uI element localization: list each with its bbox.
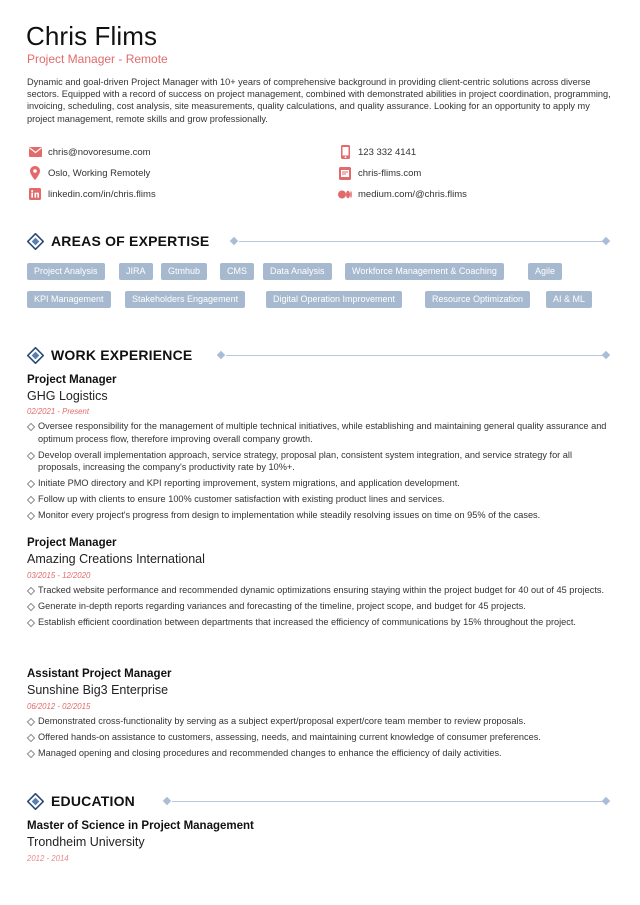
- list-item: Initiate PMO directory and KPI reporting improvement, system migrations, and application development.: [27, 477, 612, 490]
- contact-medium[interactable]: [338, 187, 467, 201]
- experience-section-header: [27, 346, 612, 364]
- bullet-diamond-icon: [27, 734, 35, 742]
- skill-tag: Agile: [528, 263, 562, 280]
- expertise-section-header: [27, 232, 612, 250]
- job-title: Assistant Project Manager: [27, 668, 172, 680]
- bullet-diamond-icon: [27, 423, 35, 431]
- education-section-header: [27, 792, 612, 810]
- bullet-diamond-icon: [27, 587, 35, 595]
- job-bullets: [27, 715, 612, 763]
- skill-tag: Gtmhub: [161, 263, 207, 280]
- website-text: chris-flims.com: [358, 167, 422, 179]
- skill-tag: CMS: [220, 263, 254, 280]
- skill-tag: Workforce Management & Coaching: [345, 263, 504, 280]
- skill-tag: Data Analysis: [263, 263, 332, 280]
- rule-start-dot: [217, 351, 225, 359]
- list-item: Demonstrated cross-functionality by serving as a subject expert/proposal expert/core team member to review proposals.: [27, 715, 612, 728]
- list-item: Follow up with clients to ensure 100% customer satisfaction with existing product lines and services.: [27, 493, 612, 506]
- bullet-diamond-icon: [27, 603, 35, 611]
- degree-title: Master of Science in Project Management: [27, 820, 254, 832]
- bullet-diamond-icon: [27, 496, 35, 504]
- bullet-diamond-icon: [27, 718, 35, 726]
- rule-end-dot: [602, 797, 610, 805]
- list-item: Offered hands-on assistance to customers, assessing, needs, and maintaining current knowledge of consumer preferences.: [27, 731, 612, 744]
- bullet-diamond-icon: [27, 750, 35, 758]
- list-item: Managed opening and closing procedures and recommended changes to enhance the efficiency of daily activities.: [27, 747, 612, 760]
- list-item: Establish efficient coordination between departments that increased the efficiency of communications by 15% throughout the project.: [27, 616, 612, 629]
- job-company: GHG Logistics: [27, 389, 108, 403]
- section-rule: [226, 355, 605, 356]
- medium-text: medium.com/@chris.flims: [358, 188, 467, 200]
- job-company: Amazing Creations International: [27, 552, 205, 566]
- contact-linkedin[interactable]: [28, 187, 156, 201]
- job-bullets: [27, 584, 612, 632]
- rule-end-dot: [602, 351, 610, 359]
- candidate-name: Chris Flims: [26, 21, 158, 51]
- rule-end-dot: [602, 237, 610, 245]
- experience-heading: WORK EXPERIENCE: [51, 347, 193, 363]
- bullet-diamond-icon: [27, 619, 35, 627]
- website-icon: [338, 166, 352, 180]
- section-rule: [239, 241, 605, 242]
- candidate-title: Project Manager - Remote: [27, 52, 168, 66]
- contact-email[interactable]: [28, 145, 151, 159]
- section-diamond-icon: [27, 233, 44, 250]
- list-item: Monitor every project's progress from design to implementation while steadily resolving issues on time on 95% of the cases.: [27, 509, 612, 522]
- list-item: Develop overall implementation approach, service strategy, proposal plan, consistent system integration, and service strategy for all proposals, increasing the company's productivity rate by 10%+.: [27, 449, 612, 474]
- rule-start-dot: [230, 237, 238, 245]
- phone-icon: [338, 145, 352, 159]
- skill-tag: Digital Operation Improvement: [266, 291, 402, 308]
- list-item: Tracked website performance and recommended dynamic optimizations ensuring staying within the project budget for 40 out of 45 projects.: [27, 584, 612, 597]
- job-title: Project Manager: [27, 374, 117, 386]
- job-bullets: [27, 420, 612, 525]
- job-dates: 03/2015 - 12/2020: [27, 571, 91, 580]
- summary-text: Dynamic and goal-driven Project Manager with 10+ years of comprehensive background in providing client-centric solutions across diverse sectors. Equipped with a record of success on project management, combined with demonstrated abilities in project coordination, programming, invoicing, scheduling, cost analysis, site measurements, quality calculations, and quality assurance. Looking for an opportunity to apply my project management, remote skills and grow professionally.: [27, 77, 611, 124]
- job-company: Sunshine Big3 Enterprise: [27, 683, 169, 697]
- list-item: Generate in-depth reports regarding variances and forecasting of the timeline, project scope, and budget for 45 projects.: [27, 600, 612, 613]
- bullet-diamond-icon: [27, 451, 35, 459]
- skill-tag: Project Analysis: [27, 263, 105, 280]
- skill-tag: Stakeholders Engagement: [125, 291, 245, 308]
- email-text: chris@novoresume.com: [48, 146, 151, 158]
- medium-icon: [338, 187, 352, 201]
- job-dates: 02/2021 - Present: [27, 407, 89, 416]
- bullet-diamond-icon: [27, 480, 35, 488]
- location-icon: [28, 166, 42, 180]
- skill-tag: JIRA: [119, 263, 153, 280]
- job-title: Project Manager: [27, 537, 117, 549]
- email-icon: [28, 145, 42, 159]
- contact-phone[interactable]: [338, 145, 416, 159]
- section-rule: [172, 801, 605, 802]
- linkedin-text: linkedin.com/in/chris.flims: [48, 188, 156, 200]
- contact-website[interactable]: [338, 166, 421, 180]
- education-dates: 2012 - 2014: [27, 854, 69, 863]
- contact-location: [28, 166, 150, 180]
- expertise-heading: AREAS OF EXPERTISE: [51, 233, 210, 249]
- skill-tag: KPI Management: [27, 291, 111, 308]
- rule-start-dot: [163, 797, 171, 805]
- list-item: Oversee responsibility for the management of multiple technical initiatives, while establishing and maintaining general quality assurance and optimum process flow, therefore improving overall company growth.: [27, 420, 612, 445]
- bullet-diamond-icon: [27, 512, 35, 520]
- location-text: Oslo, Working Remotely: [48, 167, 151, 179]
- section-diamond-icon: [27, 347, 44, 364]
- section-diamond-icon: [27, 793, 44, 810]
- school-name: Trondheim University: [27, 835, 145, 849]
- job-dates: 06/2012 - 02/2015: [27, 702, 91, 711]
- phone-text: 123 332 4141: [358, 146, 417, 158]
- linkedin-icon: [28, 187, 42, 201]
- education-heading: EDUCATION: [51, 793, 135, 809]
- skill-tag: Resource Optimization: [425, 291, 530, 308]
- skill-tag: AI & ML: [546, 291, 592, 308]
